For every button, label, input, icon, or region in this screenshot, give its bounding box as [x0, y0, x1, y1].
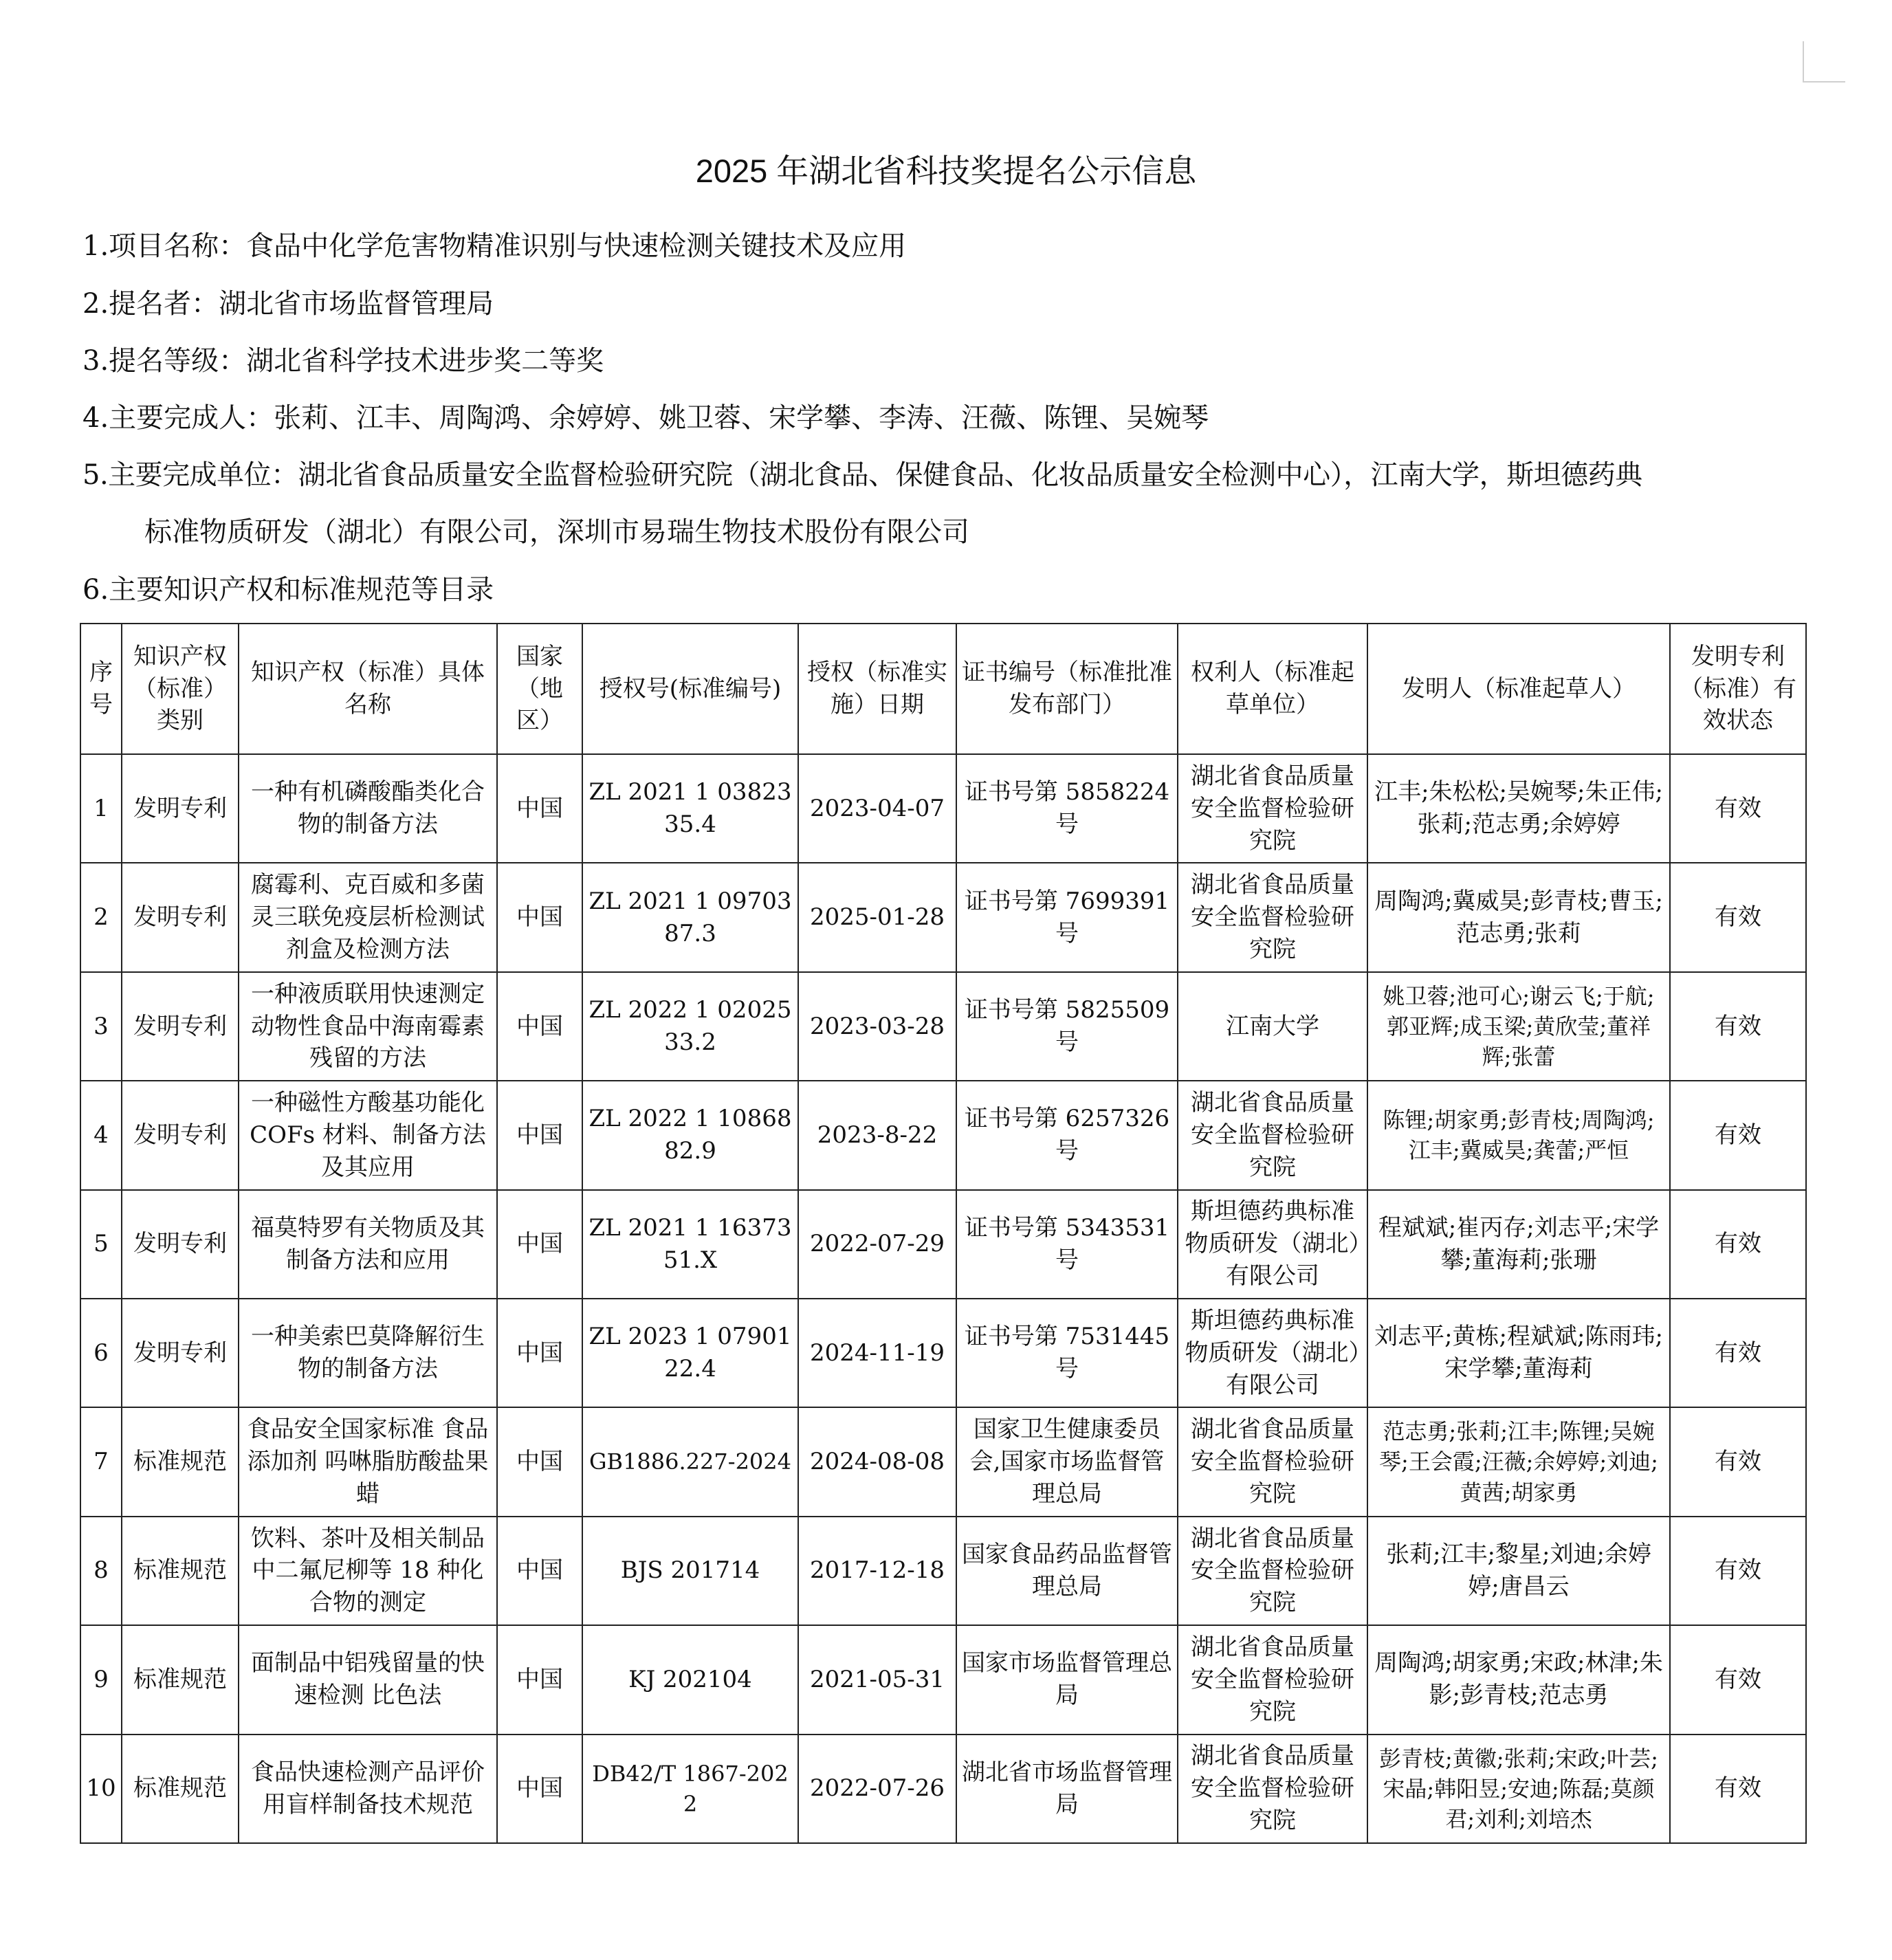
- cell-grant-number: ZL 2022 1 0202533.2: [582, 972, 798, 1081]
- cell-owner: 湖北省食品质量安全监督检验研究院: [1178, 754, 1367, 863]
- cell-status: 有效: [1670, 1190, 1806, 1299]
- cell-grant-date: 2022-07-26: [798, 1735, 956, 1843]
- table-row: [80, 863, 1806, 971]
- cell-category: 发明专利: [122, 972, 239, 1081]
- info-main-units: 5.主要完成单位：湖北省食品质量安全监督检验研究院（湖北食品、保健食品、化妆品质量安全检测中心），江南大学，斯坦德药典: [82, 459, 1642, 491]
- header-category: 知识产权（标准）类别: [122, 624, 239, 754]
- cell-grant-date: 2023-8-22: [798, 1081, 956, 1189]
- header-owner: 权利人（标准起草单位）: [1178, 624, 1367, 754]
- cell-index: 7: [80, 1407, 122, 1516]
- cell-index: 6: [80, 1299, 122, 1407]
- cell-grant-number: ZL 2022 1 1086882.9: [582, 1081, 798, 1189]
- table-row: [80, 1190, 1806, 1299]
- cell-inventors: 张莉;江丰;黎星;刘迪;余婷婷;唐昌云: [1367, 1517, 1670, 1625]
- table-header-row: [80, 624, 1806, 754]
- cell-owner: 湖北省食品质量安全监督检验研究院: [1178, 1735, 1367, 1843]
- cell-status: 有效: [1670, 1735, 1806, 1843]
- cell-grant-date: 2017-12-18: [798, 1517, 956, 1625]
- cell-category: 发明专利: [122, 1299, 239, 1407]
- header-grant-number: 授权号(标准编号): [582, 624, 798, 754]
- cell-index: 8: [80, 1517, 122, 1625]
- ip-catalog-table: [80, 623, 1807, 1844]
- cell-owner: 斯坦德药典标准物质研发（湖北）有限公司: [1178, 1190, 1367, 1299]
- cell-category: 标准规范: [122, 1407, 239, 1516]
- cell-inventors: 姚卫蓉;池可心;谢云飞;于航;郭亚辉;成玉梁;黄欣莹;董祥辉;张蕾: [1367, 972, 1670, 1081]
- cell-name: 腐霉利、克百威和多菌灵三联免疫层析检测试剂盒及检测方法: [239, 863, 497, 971]
- cell-name: 一种磁性方酸基功能化 COFs 材料、制备方法及其应用: [239, 1081, 497, 1189]
- cell-certificate: 湖北省市场监督管理局: [956, 1735, 1178, 1843]
- cell-grant-date: 2023-03-28: [798, 972, 956, 1081]
- table-row: [80, 972, 1806, 1081]
- cell-index: 2: [80, 863, 122, 971]
- cell-index: 9: [80, 1625, 122, 1734]
- cell-certificate: 证书号第 7699391 号: [956, 863, 1178, 971]
- cell-index: 5: [80, 1190, 122, 1299]
- info-project-name: 1.项目名称：食品中化学危害物精准识别与快速检测关键技术及应用: [82, 230, 907, 262]
- cell-status: 有效: [1670, 1407, 1806, 1516]
- cell-name: 食品快速检测产品评价用盲样制备技术规范: [239, 1735, 497, 1843]
- cell-category: 发明专利: [122, 1081, 239, 1189]
- info-nomination-level: 3.提名等级：湖北省科学技术进步奖二等奖: [82, 345, 604, 377]
- cell-inventors: 陈锂;胡家勇;彭青枝;周陶鸿;江丰;冀威昊;龚蕾;严恒: [1367, 1081, 1670, 1189]
- cell-owner: 湖北省食品质量安全监督检验研究院: [1178, 1625, 1367, 1734]
- cell-inventors: 程斌斌;崔丙存;刘志平;宋学攀;董海莉;张珊: [1367, 1190, 1670, 1299]
- cell-status: 有效: [1670, 1081, 1806, 1189]
- cell-category: 标准规范: [122, 1625, 239, 1734]
- cell-index: 3: [80, 972, 122, 1081]
- cell-grant-number: ZL 2021 1 0382335.4: [582, 754, 798, 863]
- cell-country: 中国: [497, 1517, 582, 1625]
- cell-certificate: 证书号第 6257326 号: [956, 1081, 1178, 1189]
- cell-index: 4: [80, 1081, 122, 1189]
- cell-certificate: 国家食品药品监督管理总局: [956, 1517, 1178, 1625]
- cell-grant-number: ZL 2021 1 0970387.3: [582, 863, 798, 971]
- cell-category: 标准规范: [122, 1735, 239, 1843]
- cell-country: 中国: [497, 1190, 582, 1299]
- cell-country: 中国: [497, 1299, 582, 1407]
- cell-index: 10: [80, 1735, 122, 1843]
- cell-grant-number: BJS 201714: [582, 1517, 798, 1625]
- cell-country: 中国: [497, 1081, 582, 1189]
- cell-certificate: 国家市场监督管理总局: [956, 1625, 1178, 1734]
- info-main-contributors: 4.主要完成人：张莉、江丰、周陶鸿、余婷婷、姚卫蓉、宋学攀、李涛、汪薇、陈锂、吴婉琴: [82, 402, 1209, 434]
- cell-country: 中国: [497, 1735, 582, 1843]
- info-ip-catalog-heading: 6.主要知识产权和标准规范等目录: [82, 574, 494, 606]
- cell-grant-date: 2023-04-07: [798, 754, 956, 863]
- cell-certificate: 国家卫生健康委员会,国家市场监督管理总局: [956, 1407, 1178, 1516]
- cell-category: 发明专利: [122, 1190, 239, 1299]
- header-country: 国家（地区）: [497, 624, 582, 754]
- cell-country: 中国: [497, 1407, 582, 1516]
- cell-inventors: 刘志平;黄栋;程斌斌;陈雨玮;宋学攀;董海莉: [1367, 1299, 1670, 1407]
- info-nominator: 2.提名者：湖北省市场监督管理局: [82, 288, 494, 320]
- cell-owner: 湖北省食品质量安全监督检验研究院: [1178, 1407, 1367, 1516]
- cell-country: 中国: [497, 972, 582, 1081]
- cell-country: 中国: [497, 1625, 582, 1734]
- cell-country: 中国: [497, 754, 582, 863]
- table-row: [80, 1081, 1806, 1189]
- table-row: [80, 1625, 1806, 1734]
- cell-grant-number: ZL 2023 1 0790122.4: [582, 1299, 798, 1407]
- cell-category: 发明专利: [122, 863, 239, 971]
- cell-grant-number: KJ 202104: [582, 1625, 798, 1734]
- cell-certificate: 证书号第 7531445 号: [956, 1299, 1178, 1407]
- cell-status: 有效: [1670, 972, 1806, 1081]
- cell-category: 发明专利: [122, 754, 239, 863]
- table-row: [80, 1517, 1806, 1625]
- cell-grant-date: 2022-07-29: [798, 1190, 956, 1299]
- page-corner-mark: [1803, 41, 1845, 82]
- cell-inventors: 彭青枝;黄徽;张莉;宋政;叶芸;宋晶;韩阳昱;安迪;陈磊;莫颜君;刘利;刘培杰: [1367, 1735, 1670, 1843]
- cell-grant-number: GB1886.227-2024: [582, 1407, 798, 1516]
- cell-inventors: 范志勇;张莉;江丰;陈锂;吴婉琴;王会霞;汪薇;余婷婷;刘迪;黄茜;胡家勇: [1367, 1407, 1670, 1516]
- cell-grant-date: 2024-08-08: [798, 1407, 956, 1516]
- cell-grant-number: ZL 2021 1 1637351.X: [582, 1190, 798, 1299]
- cell-name: 一种液质联用快速测定动物性食品中海南霉素残留的方法: [239, 972, 497, 1081]
- cell-name: 一种美索巴莫降解衍生物的制备方法: [239, 1299, 497, 1407]
- cell-inventors: 周陶鸿;冀威昊;彭青枝;曹玉;范志勇;张莉: [1367, 863, 1670, 971]
- table-row: [80, 754, 1806, 863]
- header-status: 发明专利（标准）有效状态: [1670, 624, 1806, 754]
- cell-owner: 湖北省食品质量安全监督检验研究院: [1178, 1081, 1367, 1189]
- cell-name: 食品安全国家标准 食品添加剂 吗啉脂肪酸盐果蜡: [239, 1407, 497, 1516]
- cell-name: 饮料、茶叶及相关制品中二氟尼柳等 18 种化合物的测定: [239, 1517, 497, 1625]
- cell-certificate: 证书号第 5858224 号: [956, 754, 1178, 863]
- header-certificate: 证书编号（标准批准发布部门）: [956, 624, 1178, 754]
- cell-owner: 湖北省食品质量安全监督检验研究院: [1178, 1517, 1367, 1625]
- cell-owner: 斯坦德药典标准物质研发（湖北）有限公司: [1178, 1299, 1367, 1407]
- info-main-units-continued: 标准物质研发（湖北）有限公司，深圳市易瑞生物技术股份有限公司: [144, 516, 969, 548]
- table-row: [80, 1735, 1806, 1843]
- cell-category: 标准规范: [122, 1517, 239, 1625]
- header-name: 知识产权（标准）具体名称: [239, 624, 497, 754]
- cell-name: 面制品中铝残留量的快速检测 比色法: [239, 1625, 497, 1734]
- header-grant-date: 授权（标准实施）日期: [798, 624, 956, 754]
- cell-name: 福莫特罗有关物质及其制备方法和应用: [239, 1190, 497, 1299]
- cell-inventors: 江丰;朱松松;吴婉琴;朱正伟;张莉;范志勇;余婷婷: [1367, 754, 1670, 863]
- header-inventors: 发明人（标准起草人）: [1367, 624, 1670, 754]
- header-index: 序号: [80, 624, 122, 754]
- cell-name: 一种有机磷酸酯类化合物的制备方法: [239, 754, 497, 863]
- cell-certificate: 证书号第 5825509 号: [956, 972, 1178, 1081]
- cell-certificate: 证书号第 5343531 号: [956, 1190, 1178, 1299]
- table-row: [80, 1407, 1806, 1516]
- cell-status: 有效: [1670, 1517, 1806, 1625]
- cell-grant-date: 2024-11-19: [798, 1299, 956, 1407]
- cell-status: 有效: [1670, 1625, 1806, 1734]
- cell-owner: 江南大学: [1178, 972, 1367, 1081]
- cell-status: 有效: [1670, 863, 1806, 971]
- cell-grant-number: DB42/T 1867-2022: [582, 1735, 798, 1843]
- page-title: 2025 年湖北省科技奖提名公示信息: [695, 153, 1197, 189]
- table-row: [80, 1299, 1806, 1407]
- cell-status: 有效: [1670, 754, 1806, 863]
- cell-inventors: 周陶鸿;胡家勇;宋政;林津;朱影;彭青枝;范志勇: [1367, 1625, 1670, 1734]
- cell-status: 有效: [1670, 1299, 1806, 1407]
- cell-country: 中国: [497, 863, 582, 971]
- cell-grant-date: 2021-05-31: [798, 1625, 956, 1734]
- cell-owner: 湖北省食品质量安全监督检验研究院: [1178, 863, 1367, 971]
- cell-index: 1: [80, 754, 122, 863]
- cell-grant-date: 2025-01-28: [798, 863, 956, 971]
